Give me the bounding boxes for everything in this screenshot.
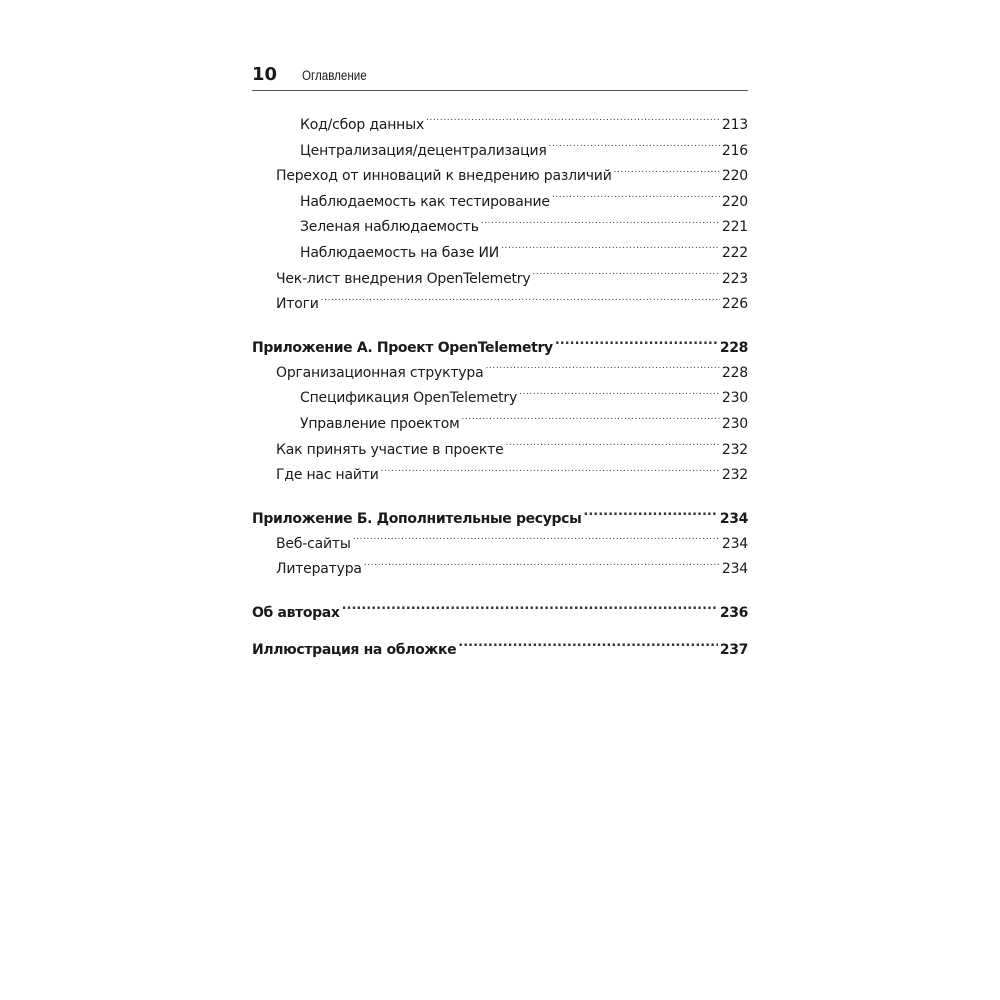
toc-chapter-entry bbox=[252, 335, 748, 361]
toc-entry-page: 228 bbox=[719, 339, 748, 356]
toc-entry-page: 221 bbox=[721, 219, 748, 236]
dot-leader bbox=[364, 559, 720, 573]
toc-entry bbox=[252, 215, 748, 241]
page-number: 10 bbox=[252, 64, 278, 85]
toc-entry bbox=[252, 241, 748, 267]
toc-entry-page: 216 bbox=[721, 142, 748, 159]
table-of-contents bbox=[252, 113, 748, 663]
dot-leader bbox=[501, 243, 720, 257]
dot-leader bbox=[461, 414, 719, 428]
toc-entry-page: 237 bbox=[719, 641, 748, 658]
dot-leader bbox=[485, 363, 719, 377]
toc-entry-page: 232 bbox=[721, 467, 748, 484]
toc-entry-page: 232 bbox=[721, 441, 748, 458]
toc-entry-page: 213 bbox=[721, 117, 748, 133]
toc-chapter-entry bbox=[252, 506, 748, 532]
toc-entry-page: 236 bbox=[719, 604, 748, 621]
dot-leader bbox=[552, 192, 720, 206]
toc-entry bbox=[252, 361, 748, 387]
toc-entry-page: 220 bbox=[721, 168, 748, 185]
toc-chapter-entry bbox=[252, 637, 748, 663]
toc-entry-page: 222 bbox=[721, 244, 748, 261]
dot-leader bbox=[381, 465, 720, 479]
dot-leader bbox=[426, 115, 720, 129]
toc-chapter-entry bbox=[252, 600, 748, 626]
toc-entry-title: Зеленая наблюдаемость bbox=[300, 219, 479, 236]
toc-entry bbox=[252, 463, 748, 489]
dot-leader bbox=[481, 217, 720, 231]
toc-entry bbox=[252, 412, 748, 438]
dot-leader bbox=[506, 440, 720, 454]
dot-leader bbox=[321, 294, 720, 308]
toc-entry-page: 234 bbox=[719, 510, 748, 527]
toc-entry bbox=[252, 113, 748, 139]
toc-entry-page: 220 bbox=[721, 193, 748, 210]
toc-entry-title: Управление проектом bbox=[300, 415, 460, 432]
toc-entry-title: Литература bbox=[276, 561, 362, 578]
toc-entry-page: 223 bbox=[721, 270, 748, 287]
toc-entry bbox=[252, 139, 748, 165]
toc-entry bbox=[252, 557, 748, 583]
toc-entry-page: 234 bbox=[721, 535, 748, 552]
toc-entry-page: 230 bbox=[721, 390, 748, 407]
toc-entry bbox=[252, 292, 748, 318]
toc-entry-title: Иллюстрация на обложке bbox=[252, 641, 457, 658]
toc-entry-title: Организационная структура bbox=[276, 364, 484, 381]
toc-entry-title: Веб-сайты bbox=[276, 535, 351, 552]
dot-leader bbox=[555, 338, 718, 352]
toc-entry bbox=[252, 164, 748, 190]
toc-entry-title: Приложение А. Проект OpenTelemetry bbox=[252, 339, 553, 356]
toc-entry bbox=[252, 190, 748, 216]
dot-leader bbox=[583, 509, 717, 523]
dot-leader bbox=[614, 166, 720, 180]
toc-entry-title: Приложение Б. Дополнительные ресурсы bbox=[252, 510, 582, 527]
toc-entry-title: Как принять участие в проекте bbox=[276, 441, 504, 458]
toc-entry bbox=[252, 438, 748, 464]
toc-entry-page: 234 bbox=[721, 561, 748, 578]
running-title: Оглавление bbox=[302, 68, 367, 83]
toc-entry-title: Итоги bbox=[276, 296, 319, 313]
book-page bbox=[252, 64, 748, 663]
toc-entry bbox=[252, 532, 748, 558]
toc-entry-page: 228 bbox=[721, 364, 748, 381]
toc-entry-title: Наблюдаемость как тестирование bbox=[300, 193, 550, 210]
toc-entry-page: 230 bbox=[721, 415, 748, 432]
toc-entry-title: Спецификация OpenTelemetry bbox=[300, 390, 518, 407]
dot-leader bbox=[353, 534, 720, 548]
toc-entry-title: Наблюдаемость на базе ИИ bbox=[300, 244, 500, 261]
toc-entry-title: Об авторах bbox=[252, 604, 340, 621]
toc-entry-title: Где нас найти bbox=[276, 467, 379, 484]
dot-leader bbox=[549, 141, 720, 155]
toc-entry-title: Централизация/децентрализация bbox=[300, 142, 547, 159]
dot-leader bbox=[532, 269, 719, 283]
toc-entry-page: 226 bbox=[721, 296, 748, 313]
toc-entry-title: Чек-лист внедрения OpenTelemetry bbox=[276, 270, 531, 287]
dot-leader bbox=[458, 640, 718, 654]
toc-entry bbox=[252, 267, 748, 293]
toc-entry-title: Переход от инноваций к внедрению различий bbox=[276, 168, 612, 185]
dot-leader bbox=[519, 388, 720, 402]
page-header bbox=[252, 64, 748, 91]
toc-entry-title: Код/сбор данных bbox=[300, 117, 425, 133]
dot-leader bbox=[342, 603, 718, 617]
toc-entry bbox=[252, 386, 748, 412]
